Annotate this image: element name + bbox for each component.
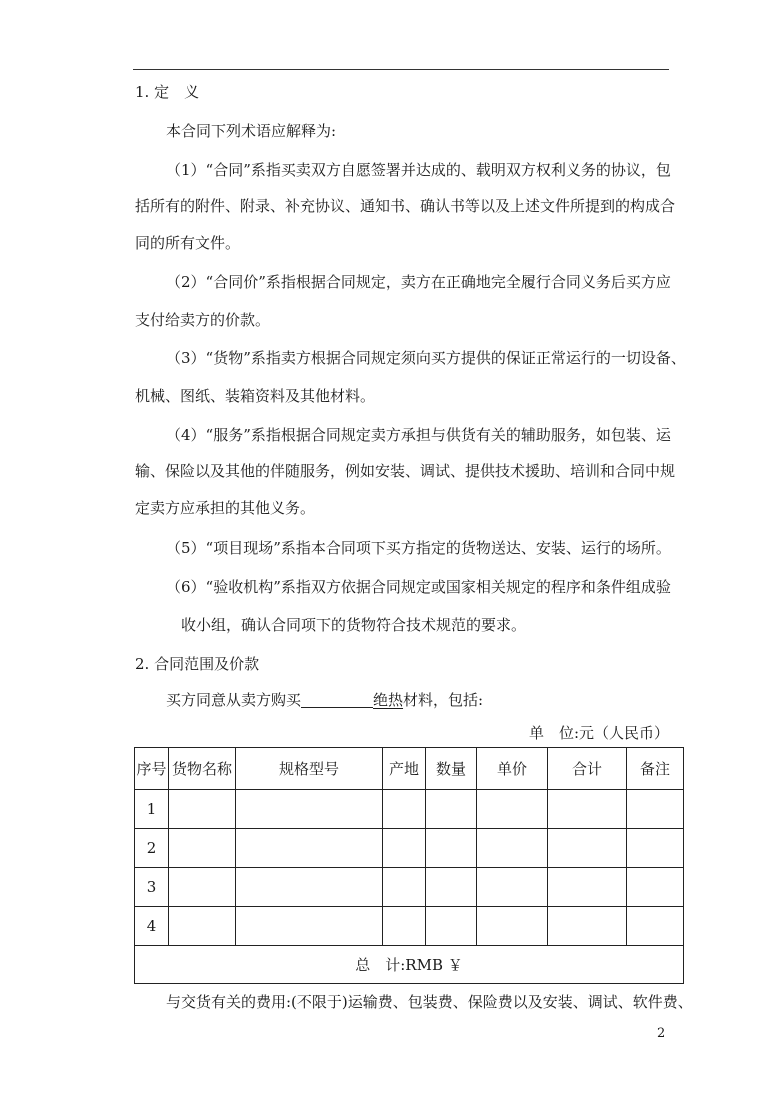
- item-4-line-2: 输、保险以及其他的伴随服务，例如安装、调试、提供技术援助、培训和合同中规: [135, 462, 676, 480]
- table-cell: [426, 790, 477, 829]
- table-cell: [548, 868, 627, 907]
- table-cell: [548, 829, 627, 868]
- item-2-line-2: 支付给卖方的价款。: [135, 311, 271, 329]
- table-cell: [169, 790, 236, 829]
- row-number: 2: [135, 829, 169, 868]
- table-cell: [383, 829, 426, 868]
- table-row: [135, 907, 684, 946]
- header-cell: 数量: [426, 748, 477, 790]
- page-number: 2: [657, 1026, 666, 1041]
- header-cell: 规格型号: [236, 748, 383, 790]
- table-cell: [477, 907, 548, 946]
- table-cell: [169, 907, 236, 946]
- item-1-line-2: 括所有的附件、附录、补充协议、通知书、确认书等以及上述文件所提到的构成合: [135, 197, 676, 215]
- table-cell: [627, 868, 684, 907]
- table-row: [135, 829, 684, 868]
- table-cell: [236, 829, 383, 868]
- table-header-row: [135, 748, 684, 790]
- section-2-heading: 2. 合同范围及价款: [135, 655, 260, 673]
- item-3-line-2: 机械、图纸、装箱资料及其他材料。: [135, 387, 376, 405]
- header-cell: 货物名称: [169, 748, 236, 790]
- row-number: 1: [135, 790, 169, 829]
- table-cell: [627, 829, 684, 868]
- total-row: [135, 946, 684, 984]
- header-rule: [133, 69, 669, 70]
- purchase-suffix: 材料，包括:: [403, 691, 484, 709]
- goods-table: [134, 747, 684, 984]
- table-cell: [383, 868, 426, 907]
- table-cell: [383, 907, 426, 946]
- table-cell: [426, 907, 477, 946]
- table-cell: [169, 868, 236, 907]
- table-cell: [477, 829, 548, 868]
- table-cell: [627, 790, 684, 829]
- header-cell: 备注: [627, 748, 684, 790]
- table-cell: [236, 868, 383, 907]
- fees-line: 与交货有关的费用:(不限于)运输费、包装费、保险费以及安装、调试、软件费、: [166, 993, 693, 1011]
- section-1-intro: 本合同下列术语应解释为:: [166, 122, 337, 140]
- header-cell: 合计: [548, 748, 627, 790]
- section-1-heading: 1. 定 义: [135, 83, 200, 101]
- item-6-line-1: （6）“验收机构”系指双方依据合同规定或国家相关规定的程序和条件组成验: [166, 578, 671, 596]
- table-cell: [426, 829, 477, 868]
- purchase-material: 绝热: [373, 691, 404, 709]
- item-4-line-1: （4）“服务”系指根据合同规定卖方承担与供货有关的辅助服务，如包装、运: [166, 426, 671, 444]
- header-cell: 单价: [477, 748, 548, 790]
- table-cell: [383, 790, 426, 829]
- table-cell: [477, 868, 548, 907]
- item-5-line-1: （5）“项目现场”系指本合同项下买方指定的货物送达、安装、运行的场所。: [166, 539, 671, 557]
- table-cell: [236, 907, 383, 946]
- table-cell: [236, 790, 383, 829]
- item-1-line-3: 同的所有文件。: [135, 234, 241, 252]
- item-2-line-1: （2）“合同价”系指根据合同规定，卖方在正确地完全履行合同义务后买方应: [166, 273, 671, 291]
- blank-fill-field[interactable]: [301, 691, 373, 708]
- total-label: 总 计:RMB ￥: [135, 946, 684, 984]
- table-cell: [426, 868, 477, 907]
- header-cell: 序号: [135, 748, 169, 790]
- row-number: 4: [135, 907, 169, 946]
- table-cell: [548, 907, 627, 946]
- table-cell: [627, 907, 684, 946]
- row-number: 3: [135, 868, 169, 907]
- table-cell: [548, 790, 627, 829]
- table-row: [135, 790, 684, 829]
- item-6-line-2: 收小组，确认合同项下的货物符合技术规范的要求。: [181, 616, 527, 634]
- table-row: [135, 868, 684, 907]
- header-cell: 产地: [383, 748, 426, 790]
- purchase-prefix: 买方同意从卖方购买: [166, 691, 302, 709]
- item-1-line-1: （1）“合同”系指买卖双方自愿签署并达成的、载明双方权利义务的协议，包: [166, 161, 671, 179]
- item-3-line-1: （3）“货物”系指卖方根据合同规定须向买方提供的保证正常运行的一切设备、: [166, 349, 686, 367]
- item-4-line-3: 定卖方应承担的其他义务。: [135, 499, 316, 517]
- table-cell: [169, 829, 236, 868]
- purchase-line: [166, 690, 483, 710]
- table-cell: [477, 790, 548, 829]
- unit-note: 单 位:元（人民币）: [529, 724, 670, 742]
